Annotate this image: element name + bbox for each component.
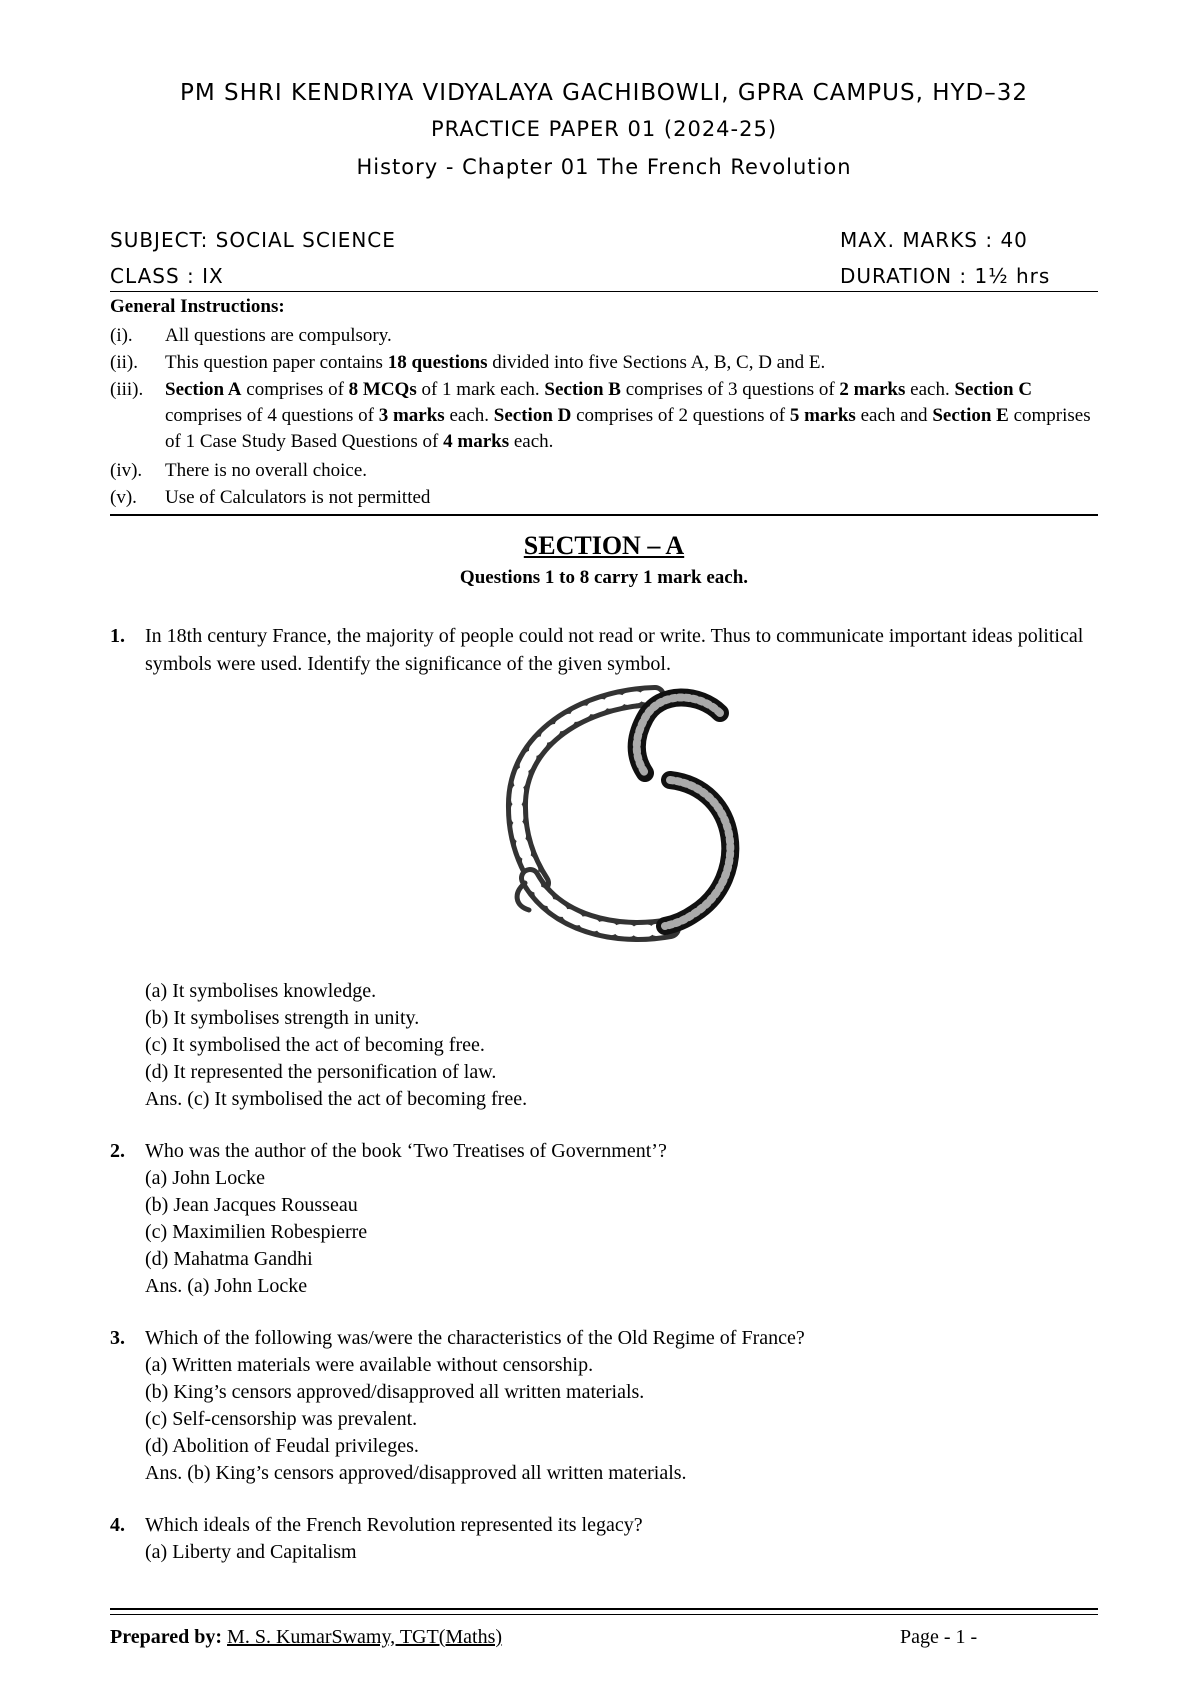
option: (c) Self-censorship was prevalent. — [145, 1408, 418, 1430]
instruction-part: comprises of 3 questions of — [620, 379, 840, 400]
instruction-part: each and — [855, 405, 933, 426]
option: (a) It symbolises knowledge. — [145, 980, 377, 1002]
instruction-part: There is no overall choice. — [165, 460, 368, 481]
paper-title: PRACTICE PAPER 01 (2024-25) — [430, 117, 778, 141]
instruction-part: Section D — [493, 405, 572, 426]
question-text: Which ideals of the French Revolution represented its legacy? — [145, 1514, 643, 1536]
footer-divider — [110, 1608, 1098, 1615]
footer-prepared-label: Prepared by: — [110, 1626, 228, 1648]
instruction-part: divided into five Sections A, B, C, D and E. — [487, 352, 826, 373]
instruction-part: comprises of 4 questions of — [165, 405, 379, 426]
instruction-part: 2 marks — [839, 379, 906, 400]
instruction-part: This question paper contains — [165, 352, 388, 373]
class-label: CLASS : IX — [110, 264, 224, 288]
instruction-num: (iv). — [110, 460, 143, 481]
option: (c) It symbolised the act of becoming free. — [145, 1034, 485, 1056]
answer: Ans. (c) It symbolised the act of becoming free. — [145, 1088, 528, 1110]
section-subtitle: Questions 1 to 8 carry 1 mark each. — [459, 567, 749, 588]
section-title: SECTION – A — [523, 531, 685, 560]
question-text: Which of the following was/were the characteristics of the Old Regime of France? — [145, 1327, 805, 1349]
answer: Ans. (b) King’s censors approved/disapproved all written materials. — [145, 1462, 687, 1484]
instruction-part: of 1 mark each. — [416, 379, 545, 400]
question-text: Who was the author of the book ‘Two Treatises of Government’? — [145, 1140, 667, 1162]
option: (c) Maximilien Robespierre — [145, 1221, 368, 1243]
instruction-part: Section E — [932, 405, 1009, 426]
instruction-part: Section C — [954, 379, 1033, 400]
instruction-text — [165, 458, 1095, 484]
instruction-part: Section B — [544, 379, 621, 400]
question-number: 1. — [110, 625, 125, 647]
instruction-part: each. — [509, 431, 554, 452]
question-number: 3. — [110, 1327, 125, 1349]
subject-label: SUBJECT: SOCIAL SCIENCE — [110, 228, 396, 252]
instruction-part: each. — [444, 405, 494, 426]
chapter-title: History - Chapter 01 The French Revolution — [356, 155, 852, 179]
footer-prepared — [110, 1626, 502, 1649]
instruction-part: 3 marks — [378, 405, 445, 426]
instruction-num: (i). — [110, 325, 133, 346]
footer-author: M. S. KumarSwamy, TGT(Maths) — [227, 1626, 503, 1648]
option: (a) Written materials were available without censorship. — [145, 1354, 594, 1376]
option: (d) It represented the personification of law. — [145, 1061, 497, 1083]
instruction-part: 4 marks — [443, 431, 510, 452]
instruction-part: comprises of 1 Case Study Based Questions of — [165, 405, 1091, 452]
footer-page-number: Page - 1 - — [900, 1626, 978, 1648]
instruction-text — [165, 350, 1095, 376]
option: (a) John Locke — [145, 1167, 265, 1189]
question-text: In 18th century France, the majority of people could not read or write. Thus to communicate important ideas political symbols were used. Identify the significance of the given symbol. — [145, 625, 1084, 675]
question-number: 2. — [110, 1140, 125, 1162]
instruction-num: (ii). — [110, 352, 138, 373]
instruction-part: Use of Calculators is not permitted — [165, 487, 431, 508]
instruction-part: Section A — [165, 379, 242, 400]
instruction-part: 8 MCQs — [348, 379, 417, 400]
question-number: 4. — [110, 1514, 125, 1536]
document-page — [110, 0, 1098, 1698]
option: (b) Jean Jacques Rousseau — [145, 1194, 358, 1216]
option: (d) Abolition of Feudal privileges. — [145, 1435, 419, 1457]
school-name: PM SHRI KENDRIYA VIDYALAYA GACHIBOWLI, GPRA CAMPUS, HYD–32 — [179, 80, 1029, 106]
duration-label: DURATION : 1½ hrs — [840, 264, 1051, 288]
instruction-text — [165, 377, 1095, 455]
option: (b) King’s censors approved/disapproved all written materials. — [145, 1381, 645, 1403]
divider — [110, 291, 1098, 292]
instruction-num: (v). — [110, 487, 137, 508]
answer: Ans. (a) John Locke — [145, 1275, 308, 1297]
instruction-part: each. — [905, 379, 955, 400]
divider — [110, 514, 1098, 516]
instruction-num: (iii). — [110, 379, 144, 400]
instructions-title: General Instructions: — [110, 296, 285, 317]
instruction-text — [165, 485, 1095, 511]
instruction-text — [165, 323, 1095, 349]
option: (a) Liberty and Capitalism — [145, 1541, 357, 1563]
option: (b) It symbolises strength in unity. — [145, 1007, 420, 1029]
instruction-part: 18 questions — [387, 352, 488, 373]
instruction-part: All questions are compulsory. — [165, 325, 392, 346]
instruction-part: comprises of — [241, 379, 349, 400]
instruction-part: 5 marks — [789, 405, 856, 426]
max-marks-label: MAX. MARKS : 40 — [840, 228, 1028, 252]
option: (d) Mahatma Gandhi — [145, 1248, 313, 1270]
instruction-part: comprises of 2 questions of — [571, 405, 790, 426]
broken-chain-icon — [495, 678, 765, 953]
